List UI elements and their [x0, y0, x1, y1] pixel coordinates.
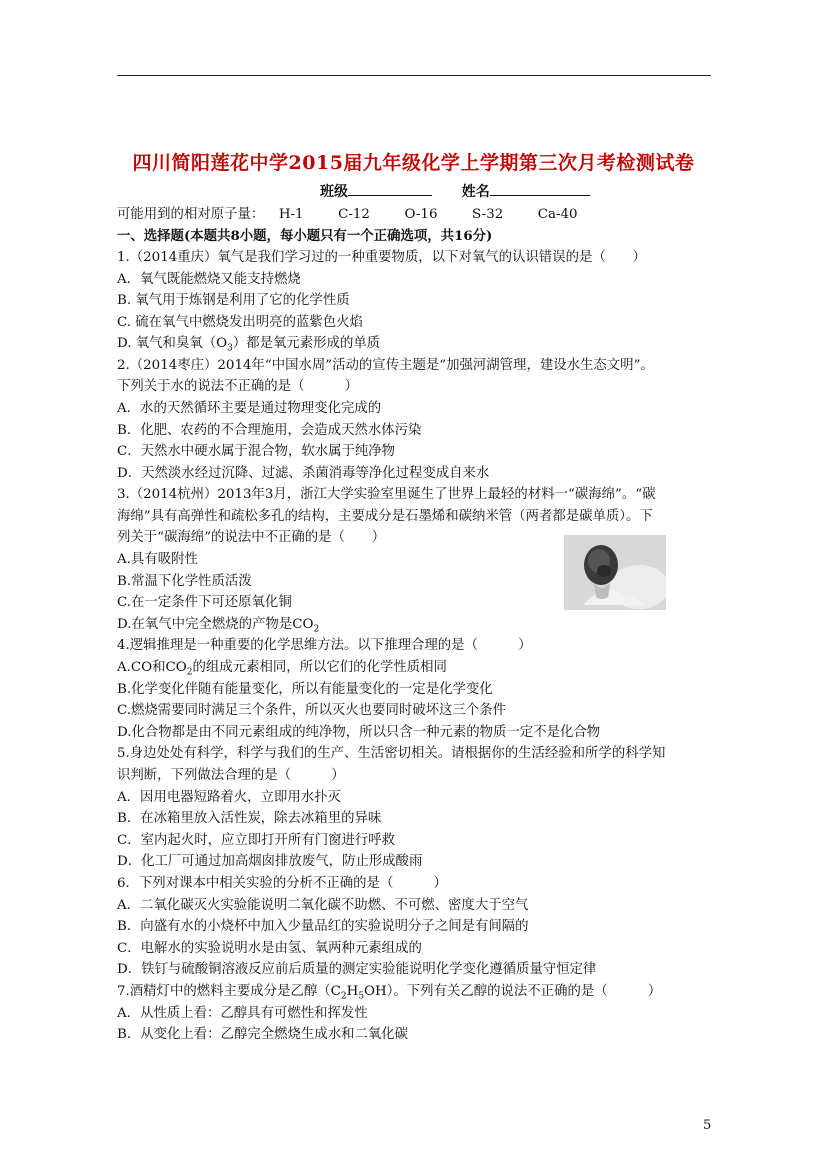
option-c: C．电解水的实验说明水是由氢、氧两种元素组成的: [117, 941, 422, 956]
question-stem-cont: 下列关于水的说法不正确的是（ ）: [117, 379, 359, 394]
question-stem-cont: 识判断，下列做法合理的是（ ）: [117, 768, 345, 783]
option-c: C.燃烧需要同时满足三个条件，所以灭火也要同时破坏这三个条件: [117, 703, 506, 718]
option-b: B．向盛有水的小烧杯中加入少量品红的实验说明分子之间是有间隔的: [117, 919, 529, 934]
class-blank[interactable]: [348, 182, 432, 196]
option-c: C．室内起火时，应立即打开所有门窗进行呼救: [117, 833, 396, 848]
option-b: B.化学变化伴随有能量变化，所以有能量变化的一定是化学变化: [117, 682, 493, 697]
option-d: D．化工厂可通过加高烟囱排放废气，防止形成酸雨: [117, 854, 423, 869]
option-a: A.具有吸附性: [117, 552, 198, 567]
class-label: 班级: [320, 184, 348, 200]
question-stem: 1.（2014重庆）氧气是我们学习过的一种重要物质，以下对氧气的认识错误的是（ ）: [117, 250, 646, 265]
question-stem-cont: 海绵”具有高弹性和疏松多孔的结构，主要成分是石墨烯和碳纳米管（两者都是碳单质）。下: [117, 509, 653, 524]
atomic-mass-label: 可能用到的相对原子量：: [117, 207, 265, 222]
atomic-mass-item: C-12: [338, 207, 370, 222]
option-b: B．从变化上看：乙醇完全燃烧生成水和二氧化碳: [117, 1027, 409, 1042]
option-a: A．因用电器短路着火，立即用水扑灭: [117, 790, 341, 805]
name-label: 姓名: [461, 184, 490, 200]
question-stem: 6．下列对课本中相关实验的分析不正确的是（ ）: [117, 876, 447, 891]
option-a: A．二氧化碳灭火实验能说明二氧化碳不助燃、不可燃、密度大于空气: [117, 898, 529, 913]
option-a: A．从性质上看：乙醇具有可燃性和挥发性: [117, 1006, 368, 1021]
option-b: B.常温下化学性质活泼: [117, 574, 252, 589]
class-name-row: [320, 181, 590, 201]
option-d: D．铁钉与硫酸铜溶液反应前后质量的测定实验能说明化学变化遵循质量守恒定律: [117, 962, 597, 977]
atomic-mass-item: H-1: [278, 207, 304, 222]
name-blank[interactable]: [490, 182, 590, 196]
atomic-mass-item: Ca-40: [537, 207, 578, 222]
option-a: A.CO和$CO_2$的组成元素相同，所以它们的化学性质相同: [117, 660, 447, 678]
option-b: B. 氧气用于炼钢是利用了它的化学性质: [117, 293, 350, 308]
section-heading: 一、选择题(本题共8小题，每小题只有一个正确选项，共16分): [117, 228, 493, 244]
carbon-sponge-photo: [564, 535, 666, 610]
option-d: D. 氧气和臭氧$(O_3)$都是氧元素形成的单质: [117, 336, 381, 354]
header-rule: [117, 75, 711, 76]
page-number: 5: [703, 1118, 712, 1133]
option-a: A．氧气既能燃烧又能支持燃烧: [117, 272, 301, 287]
atomic-mass-item: O-16: [404, 207, 438, 222]
option-c: C. 硫在氧气中燃烧发出明亮的蓝紫色火焰: [117, 315, 363, 330]
atomic-mass-item: S-32: [472, 207, 504, 222]
option-b: B．化肥、农药的不合理施用，会造成天然水体污染: [117, 423, 422, 438]
option-c: C.在一定条件下可还原氧化铜: [117, 595, 292, 610]
question-stem-cont: 列关于“碳海绵”的说法中不正确的是（ ）: [117, 530, 386, 545]
option-d: D．天然淡水经过沉降、过滤、杀菌消毒等净化过程变成自来水: [117, 466, 490, 481]
option-c: C．天然水中硬水属于混合物，软水属于纯净物: [117, 444, 396, 459]
question-stem: 5.身边处处有科学，科学与我们的生产、生活密切相关。请根据你的生活经验和所学的科学知: [117, 746, 666, 761]
question-stem: 4.逻辑推理是一种重要的化学思维方法。以下推理合理的是（ ）: [117, 638, 532, 653]
option-a: A．水的天然循环主要是通过物理变化完成的: [117, 401, 382, 416]
option-d: D.化合物都是由不同元素组成的纯净物，所以只含一种元素的物质一定不是化合物: [117, 725, 601, 740]
exam-title: 四川简阳莲花中学2015届九年级化学上学期第三次月考检测试卷: [132, 152, 695, 174]
option-d: D.在氧气中完全燃烧的产物是$CO_2$: [117, 617, 320, 635]
question-stem: 2.（2014枣庄）2014年“中国水周”活动的宣传主题是“加强河湖管理，建设水生态文明”。: [117, 358, 654, 373]
option-b: B．在冰箱里放入活性炭，除去冰箱里的异味: [117, 811, 382, 826]
atomic-mass-line: [117, 204, 578, 225]
question-stem: 7.酒精灯中的燃料主要成分是乙醇$(C_2H_5OH)$。下列有关乙醇的说法不正确的是（ ）: [117, 984, 662, 1002]
question-stem: 3.（2014杭州）2013年3月，浙江大学实验室里诞生了世界上最轻的材料一“碳海绵”。“碳: [117, 487, 656, 502]
